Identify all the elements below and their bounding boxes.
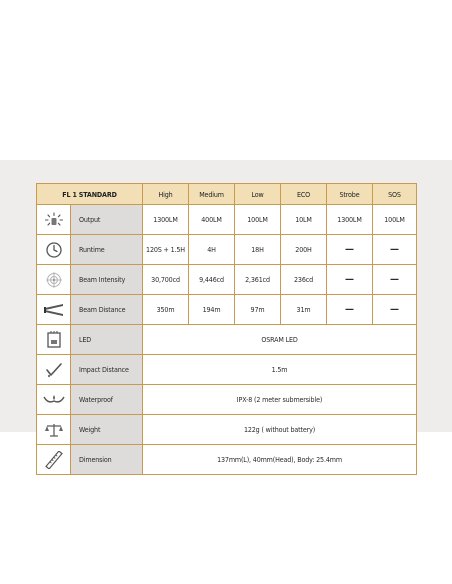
merged-value-cell: 1.5m [143,355,417,385]
model-name: FL 1 STANDARD [37,184,143,205]
value-cell: 2,361cd [235,265,281,295]
table-row-beam-intensity [37,265,417,295]
merged-value-cell: OSRAM LED [143,325,417,355]
value-cell: 1300LM [143,205,189,235]
merged-value-cell: 122g ( without battery) [143,415,417,445]
mode-eco: ECO [281,184,327,205]
value-cell: 1300LM [327,205,373,235]
row-label: Weight [71,415,143,445]
value-cell: — [373,265,417,295]
mode-medium: Medium [189,184,235,205]
table-row-weight [37,415,417,445]
value-cell: 18H [235,235,281,265]
value-cell: 9,446cd [189,265,235,295]
mode-strobe: Strobe [327,184,373,205]
table-row-impact-distance [37,355,417,385]
value-cell: 350m [143,295,189,325]
table-row-output [37,205,417,235]
table-row-waterproof [37,385,417,415]
led-chip-icon [37,325,71,355]
merged-value-cell: 137mm(L), 40mm(Head), Body: 25.4mm [143,445,417,475]
row-label: Beam Distance [71,295,143,325]
row-label: Impact Distance [71,355,143,385]
table-row-beam-distance [37,295,417,325]
value-cell: — [327,265,373,295]
value-cell: 10LM [281,205,327,235]
mode-high: High [143,184,189,205]
mode-low: Low [235,184,281,205]
value-cell: 194m [189,295,235,325]
value-cell: 31m [281,295,327,325]
crosshair-target-icon [37,265,71,295]
header-row [37,184,417,205]
impact-drop-icon [37,355,71,385]
value-cell: 120S + 1.5H [143,235,189,265]
row-label: Waterproof [71,385,143,415]
value-cell: — [373,295,417,325]
merged-value-cell: IPX-8 (2 meter submersible) [143,385,417,415]
value-cell: 4H [189,235,235,265]
row-label: Output [71,205,143,235]
value-cell: — [327,235,373,265]
value-cell: — [327,295,373,325]
balance-scale-icon [37,415,71,445]
table-row-led [37,325,417,355]
clock-icon [37,235,71,265]
table-row-dimension [37,445,417,475]
value-cell: 200H [281,235,327,265]
mode-sos: SOS [373,184,417,205]
value-cell: 400LM [189,205,235,235]
value-cell: 100LM [235,205,281,235]
beam-distance-icon [37,295,71,325]
value-cell: 30,700cd [143,265,189,295]
light-burst-icon [37,205,71,235]
value-cell: 100LM [373,205,417,235]
value-cell: — [373,235,417,265]
waterproof-splash-icon [37,385,71,415]
value-cell: 236cd [281,265,327,295]
row-label: Runtime [71,235,143,265]
table-row-runtime [37,235,417,265]
value-cell: 97m [235,295,281,325]
spec-table [36,183,417,475]
row-label: Beam Intensity [71,265,143,295]
row-label: Dimension [71,445,143,475]
row-label: LED [71,325,143,355]
ruler-icon [37,445,71,475]
